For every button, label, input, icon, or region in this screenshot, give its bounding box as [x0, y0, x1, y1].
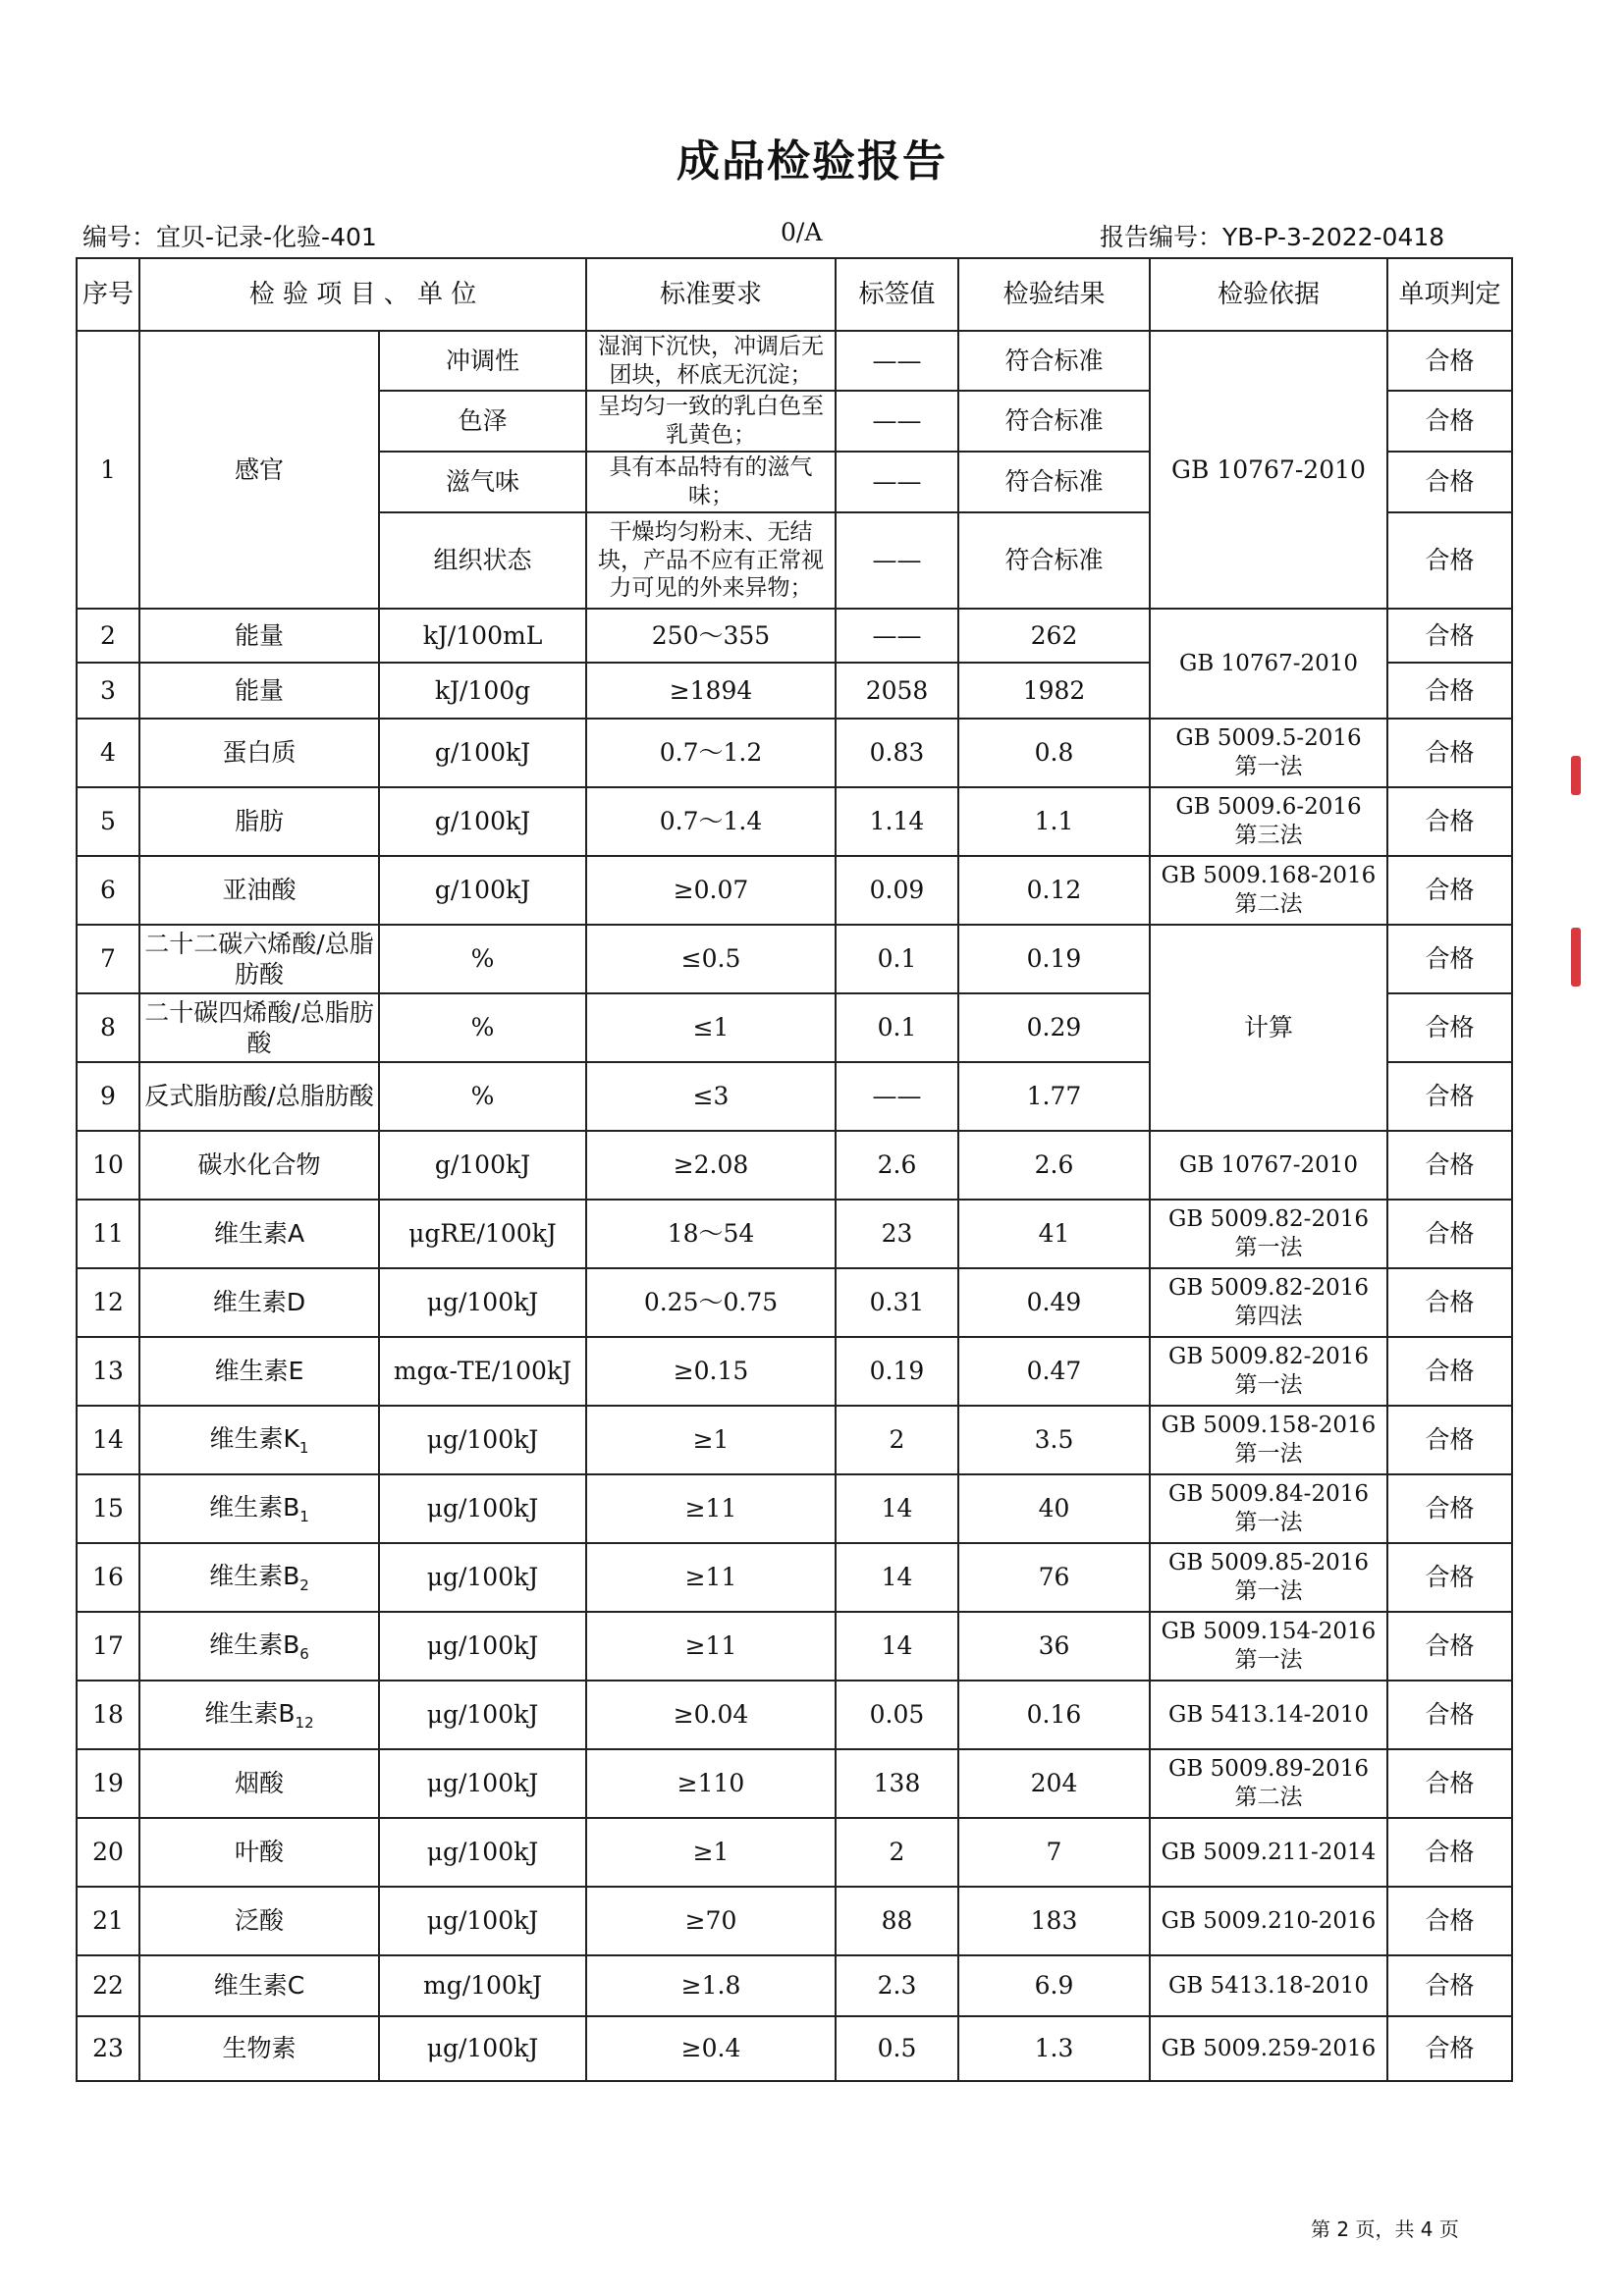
unit-value: μg/100kJ [379, 2016, 586, 2081]
item-name: 维生素B [209, 1629, 300, 1659]
header-item: 检 验 项 目 、 单 位 [139, 258, 586, 331]
basis-value [1150, 719, 1387, 787]
standard-value: ≥1 [586, 1406, 836, 1474]
item-name: 能量 [234, 620, 284, 650]
table-row [77, 1749, 1512, 1818]
standard-value: 呈均匀一致的乳白色至乳黄色； [586, 391, 836, 452]
verdict-value: 合格 [1387, 331, 1512, 391]
basis-value [1150, 1268, 1387, 1337]
row-seq: 19 [77, 1749, 139, 1818]
standard-value: ≥0.07 [586, 856, 836, 925]
unit-value: μg/100kJ [379, 1818, 586, 1887]
verdict-value: 合格 [1387, 663, 1512, 719]
verdict-value: 合格 [1387, 452, 1512, 512]
version: 0/A [781, 218, 823, 246]
row-seq: 16 [77, 1543, 139, 1612]
label-value: 0.09 [836, 856, 958, 925]
table-row [77, 925, 1512, 993]
item-name: 烟酸 [234, 1769, 284, 1798]
basis-method: GB 5413.18-2010 [1167, 1972, 1369, 1999]
item-name-cell [139, 2016, 379, 2081]
stamp-fragment [1571, 756, 1581, 795]
table-row [77, 331, 1512, 391]
sensory-subitem: 滋气味 [379, 452, 586, 512]
item-name: 二十碳四烯酸/总脂肪酸 [144, 997, 374, 1057]
unit-value: % [379, 993, 586, 1062]
verdict-value: 合格 [1387, 1543, 1512, 1612]
standard-value: ≤0.5 [586, 925, 836, 993]
item-name: 维生素K [209, 1423, 299, 1453]
unit-value: μg/100kJ [379, 1749, 586, 1818]
result-value: 2.6 [958, 1131, 1150, 1200]
item-name-cell [139, 1406, 379, 1474]
standard-value: 0.25～0.75 [586, 1268, 836, 1337]
verdict-value: 合格 [1387, 1406, 1512, 1474]
unit-value: mg/100kJ [379, 1955, 586, 2016]
table-row [77, 609, 1512, 663]
label-value: 2.6 [836, 1131, 958, 1200]
item-name-cell [139, 1268, 379, 1337]
table-row [77, 1887, 1512, 1955]
table-row [77, 2016, 1512, 2081]
table-row [77, 1406, 1512, 1474]
basis-method: GB 5009.84-2016 [1167, 1481, 1369, 1508]
result-value: 41 [958, 1200, 1150, 1268]
result-value: 0.16 [958, 1681, 1150, 1749]
item-name: 蛋白质 [222, 738, 297, 768]
row-seq: 15 [77, 1474, 139, 1543]
result-value: 0.29 [958, 993, 1150, 1062]
item-name: 维生素E [214, 1357, 304, 1386]
standard-value: 0.7～1.4 [586, 787, 836, 856]
result-value: 符合标准 [958, 331, 1150, 391]
basis-method: GB 10767-2010 [1178, 1151, 1359, 1178]
stamp-fragment [1571, 928, 1581, 987]
row-seq: 10 [77, 1131, 139, 1200]
label-value: 0.19 [836, 1337, 958, 1406]
verdict-value: 合格 [1387, 1612, 1512, 1681]
item-name-cell [139, 1681, 379, 1749]
unit-value: g/100kJ [379, 787, 586, 856]
basis-method: GB 5009.82-2016 [1167, 1275, 1369, 1302]
item-subscript: 2 [299, 1575, 309, 1594]
item-name-cell [139, 925, 379, 993]
row-seq: 7 [77, 925, 139, 993]
item-name-cell [139, 719, 379, 787]
basis-value [1150, 856, 1387, 925]
header-standard: 标准要求 [586, 258, 836, 331]
row-seq: 21 [77, 1887, 139, 1955]
basis-subclause: 第二法 [1234, 891, 1303, 917]
item-subscript: 1 [298, 1438, 309, 1457]
unit-value: μg/100kJ [379, 1268, 586, 1337]
basis-value [1150, 1612, 1387, 1681]
basis-value [1150, 2016, 1387, 2081]
table-row [77, 719, 1512, 787]
verdict-value: 合格 [1387, 856, 1512, 925]
row-seq: 1 [77, 331, 139, 609]
basis-method: GB 5009.85-2016 [1167, 1550, 1369, 1576]
basis-value [1150, 925, 1387, 1131]
sensory-category: 感官 [139, 331, 379, 609]
item-name: 维生素A [213, 1219, 305, 1249]
item-name: 生物素 [222, 2034, 297, 2063]
verdict-value: 合格 [1387, 1474, 1512, 1543]
basis-value [1150, 1543, 1387, 1612]
basis-method: GB 5413.14-2010 [1167, 1701, 1369, 1728]
basis-subclause: 第一法 [1234, 1235, 1303, 1260]
item-subscript: 1 [299, 1507, 309, 1525]
result-value: 1.3 [958, 2016, 1150, 2081]
result-value: 262 [958, 609, 1150, 663]
label-value: 138 [836, 1749, 958, 1818]
unit-value: μg/100kJ [379, 1543, 586, 1612]
item-name: 维生素C [213, 1971, 305, 2001]
basis-value [1150, 1955, 1387, 2016]
basis-value [1150, 1818, 1387, 1887]
label-value: —— [836, 609, 958, 663]
row-seq: 22 [77, 1955, 139, 2016]
table-row [77, 1337, 1512, 1406]
label-value: 0.83 [836, 719, 958, 787]
result-value: 7 [958, 1818, 1150, 1887]
table-row [77, 856, 1512, 925]
item-name-cell [139, 1543, 379, 1612]
basis-method: GB 5009.211-2014 [1161, 1839, 1377, 1865]
result-value: 36 [958, 1612, 1150, 1681]
row-seq: 3 [77, 663, 139, 719]
verdict-value: 合格 [1387, 2016, 1512, 2081]
unit-value: g/100kJ [379, 1131, 586, 1200]
item-name-cell [139, 1200, 379, 1268]
row-seq: 13 [77, 1337, 139, 1406]
standard-value: ≥0.04 [586, 1681, 836, 1749]
label-value: 2 [836, 1406, 958, 1474]
item-name-cell [139, 1062, 379, 1131]
row-seq: 9 [77, 1062, 139, 1131]
result-value: 0.8 [958, 719, 1150, 787]
unit-value: g/100kJ [379, 719, 586, 787]
item-name-cell [139, 609, 379, 663]
sensory-subitem: 色泽 [379, 391, 586, 452]
item-name-cell [139, 1955, 379, 2016]
basis-subclause: 第三法 [1234, 823, 1303, 848]
item-name-cell [139, 993, 379, 1062]
basis-value [1150, 609, 1387, 719]
item-name-cell [139, 1337, 379, 1406]
verdict-value: 合格 [1387, 1749, 1512, 1818]
basis-value [1150, 1474, 1387, 1543]
standard-value: ≥11 [586, 1543, 836, 1612]
label-value: 88 [836, 1887, 958, 1955]
header-seq: 序号 [77, 258, 139, 331]
label-value: 2.3 [836, 1955, 958, 2016]
standard-value: ≥1894 [586, 663, 836, 719]
label-value: —— [836, 331, 958, 391]
row-seq: 12 [77, 1268, 139, 1337]
unit-value: μg/100kJ [379, 1612, 586, 1681]
basis-subclause: 第一法 [1234, 754, 1303, 779]
result-value: 3.5 [958, 1406, 1150, 1474]
label-value: 14 [836, 1543, 958, 1612]
table-row [77, 1612, 1512, 1681]
standard-value: ≥70 [586, 1887, 836, 1955]
verdict-value: 合格 [1387, 1955, 1512, 2016]
item-name: 反式脂肪酸/总脂肪酸 [144, 1082, 374, 1111]
result-value: 1982 [958, 663, 1150, 719]
standard-value: ≥1 [586, 1818, 836, 1887]
standard-value: 干燥均匀粉末、无结块，产品不应有正常视力可见的外来异物； [586, 512, 836, 609]
item-name: 二十二碳六烯酸/总脂肪酸 [144, 929, 374, 988]
basis-method: 计算 [1243, 1013, 1293, 1042]
unit-value: g/100kJ [379, 856, 586, 925]
table-row [77, 1818, 1512, 1887]
basis-value [1150, 1681, 1387, 1749]
standard-value: ≥0.4 [586, 2016, 836, 2081]
basis-subclause: 第四法 [1234, 1304, 1303, 1329]
standard-value: 湿润下沉快，冲调后无团块，杯底无沉淀； [586, 331, 836, 391]
item-name: 亚油酸 [222, 876, 297, 905]
standard-value: ≥1.8 [586, 1955, 836, 2016]
basis-method: GB 10767-2010 [1178, 650, 1359, 676]
label-value: 0.05 [836, 1681, 958, 1749]
label-value: 14 [836, 1474, 958, 1543]
header-verdict: 单项判定 [1387, 258, 1512, 331]
table-row [77, 1681, 1512, 1749]
unit-value: mgα-TE/100kJ [379, 1337, 586, 1406]
result-value: 6.9 [958, 1955, 1150, 2016]
label-value: 0.31 [836, 1268, 958, 1337]
row-seq: 23 [77, 2016, 139, 2081]
row-seq: 4 [77, 719, 139, 787]
basis-subclause: 第一法 [1234, 1441, 1303, 1467]
standard-value: ≥0.15 [586, 1337, 836, 1406]
basis-method: GB 5009.168-2016 [1161, 863, 1377, 889]
standard-value: 18～54 [586, 1200, 836, 1268]
result-value: 0.12 [958, 856, 1150, 925]
row-seq: 5 [77, 787, 139, 856]
basis-method: GB 5009.259-2016 [1161, 2035, 1377, 2061]
result-value: 0.49 [958, 1268, 1150, 1337]
label-value: 2 [836, 1818, 958, 1887]
verdict-value: 合格 [1387, 1131, 1512, 1200]
basis-method: GB 5009.89-2016 [1167, 1756, 1369, 1783]
label-value: 14 [836, 1612, 958, 1681]
result-value: 1.77 [958, 1062, 1150, 1131]
label-value: 23 [836, 1200, 958, 1268]
item-name: 维生素B [209, 1561, 300, 1590]
verdict-value: 合格 [1387, 1268, 1512, 1337]
basis-value [1150, 1749, 1387, 1818]
standard-value: ≤1 [586, 993, 836, 1062]
report-number: 报告编号：YB-P-3-2022-0418 [1100, 223, 1445, 251]
basis-subclause: 第二法 [1234, 1785, 1303, 1810]
result-value: 符合标准 [958, 391, 1150, 452]
result-value: 40 [958, 1474, 1150, 1543]
table-row [77, 1474, 1512, 1543]
table-header-row [77, 258, 1512, 331]
table-row [77, 1268, 1512, 1337]
basis-method: GB 5009.158-2016 [1161, 1413, 1377, 1439]
item-subscript: 6 [299, 1644, 309, 1663]
unit-value: kJ/100mL [379, 609, 586, 663]
unit-value: % [379, 925, 586, 993]
label-value: —— [836, 452, 958, 512]
label-value: —— [836, 1062, 958, 1131]
item-name-cell [139, 1818, 379, 1887]
verdict-value: 合格 [1387, 719, 1512, 787]
basis-value [1150, 1887, 1387, 1955]
item-name-cell [139, 663, 379, 719]
verdict-value: 合格 [1387, 787, 1512, 856]
sensory-subitem: 组织状态 [379, 512, 586, 609]
page-footer: 第 2 页，共 4 页 [1311, 2217, 1459, 2241]
label-value: —— [836, 512, 958, 609]
basis-method: GB 5009.210-2016 [1161, 1907, 1377, 1934]
verdict-value: 合格 [1387, 609, 1512, 663]
basis-value: GB 10767-2010 [1150, 331, 1387, 609]
basis-subclause: 第一法 [1234, 1372, 1303, 1398]
item-name: 脂肪 [234, 807, 284, 836]
item-name-cell [139, 856, 379, 925]
unit-value: % [379, 1062, 586, 1131]
basis-value [1150, 787, 1387, 856]
verdict-value: 合格 [1387, 1681, 1512, 1749]
verdict-value: 合格 [1387, 1062, 1512, 1131]
header-label: 标签值 [836, 258, 958, 331]
report-title: 成品检验报告 [677, 136, 947, 187]
basis-value [1150, 1406, 1387, 1474]
label-value: 0.1 [836, 925, 958, 993]
verdict-value: 合格 [1387, 1887, 1512, 1955]
row-seq: 20 [77, 1818, 139, 1887]
label-value: 1.14 [836, 787, 958, 856]
basis-method: GB 5009.82-2016 [1167, 1206, 1369, 1233]
unit-value: μg/100kJ [379, 1681, 586, 1749]
basis-method: GB 5009.82-2016 [1167, 1344, 1369, 1370]
basis-method: GB 5009.5-2016 [1175, 725, 1362, 752]
basis-subclause: 第一法 [1234, 1578, 1303, 1604]
item-name-cell [139, 1131, 379, 1200]
verdict-value: 合格 [1387, 512, 1512, 609]
unit-value: μg/100kJ [379, 1406, 586, 1474]
verdict-value: 合格 [1387, 993, 1512, 1062]
row-seq: 11 [77, 1200, 139, 1268]
item-name: 能量 [234, 675, 284, 705]
unit-value: μg/100kJ [379, 1474, 586, 1543]
result-value: 1.1 [958, 787, 1150, 856]
basis-subclause: 第一法 [1234, 1510, 1303, 1535]
standard-value: 0.7～1.2 [586, 719, 836, 787]
table-row [77, 1131, 1512, 1200]
result-value: 183 [958, 1887, 1150, 1955]
row-seq: 17 [77, 1612, 139, 1681]
item-name: 维生素B [204, 1698, 296, 1728]
basis-subclause: 第一法 [1234, 1647, 1303, 1673]
sensory-subitem: 冲调性 [379, 331, 586, 391]
result-value: 符合标准 [958, 512, 1150, 609]
result-value: 0.19 [958, 925, 1150, 993]
label-value: —— [836, 391, 958, 452]
standard-value: ≥11 [586, 1474, 836, 1543]
table-row [77, 1955, 1512, 2016]
basis-value [1150, 1200, 1387, 1268]
standard-value: 250～355 [586, 609, 836, 663]
item-name-cell [139, 787, 379, 856]
standard-value: ≥11 [586, 1612, 836, 1681]
result-value: 0.47 [958, 1337, 1150, 1406]
standard-value: ≥2.08 [586, 1131, 836, 1200]
item-name-cell [139, 1887, 379, 1955]
label-value: 0.1 [836, 993, 958, 1062]
verdict-value: 合格 [1387, 391, 1512, 452]
verdict-value: 合格 [1387, 1200, 1512, 1268]
item-name: 叶酸 [234, 1838, 284, 1867]
row-seq: 6 [77, 856, 139, 925]
item-name-cell [139, 1749, 379, 1818]
record-number: 编号：宜贝-记录-化验-401 [82, 223, 377, 251]
standard-value: ≥110 [586, 1749, 836, 1818]
row-seq: 2 [77, 609, 139, 663]
table-row [77, 1200, 1512, 1268]
item-name: 碳水化合物 [197, 1150, 321, 1180]
table-row [77, 1543, 1512, 1612]
table-row [77, 787, 1512, 856]
inspection-table [76, 257, 1513, 2082]
verdict-value: 合格 [1387, 925, 1512, 993]
row-seq: 14 [77, 1406, 139, 1474]
unit-value: μgRE/100kJ [379, 1200, 586, 1268]
item-name: 维生素B [209, 1492, 300, 1522]
item-subscript: 12 [295, 1713, 314, 1732]
header-basis: 检验依据 [1150, 258, 1387, 331]
row-seq: 8 [77, 993, 139, 1062]
item-name-cell [139, 1474, 379, 1543]
unit-value: μg/100kJ [379, 1887, 586, 1955]
verdict-value: 合格 [1387, 1818, 1512, 1887]
basis-method: GB 5009.154-2016 [1161, 1619, 1377, 1645]
unit-value: kJ/100g [379, 663, 586, 719]
label-value: 0.5 [836, 2016, 958, 2081]
header-result: 检验结果 [958, 258, 1150, 331]
row-seq: 18 [77, 1681, 139, 1749]
result-value: 76 [958, 1543, 1150, 1612]
item-name-cell [139, 1612, 379, 1681]
standard-value: 具有本品特有的滋气味； [586, 452, 836, 512]
item-name: 泛酸 [234, 1906, 284, 1936]
result-value: 符合标准 [958, 452, 1150, 512]
standard-value: ≤3 [586, 1062, 836, 1131]
result-value: 204 [958, 1749, 1150, 1818]
label-value: 2058 [836, 663, 958, 719]
basis-method: GB 5009.6-2016 [1175, 794, 1362, 821]
basis-value [1150, 1337, 1387, 1406]
verdict-value: 合格 [1387, 1337, 1512, 1406]
item-name: 维生素D [212, 1288, 306, 1317]
basis-value [1150, 1131, 1387, 1200]
